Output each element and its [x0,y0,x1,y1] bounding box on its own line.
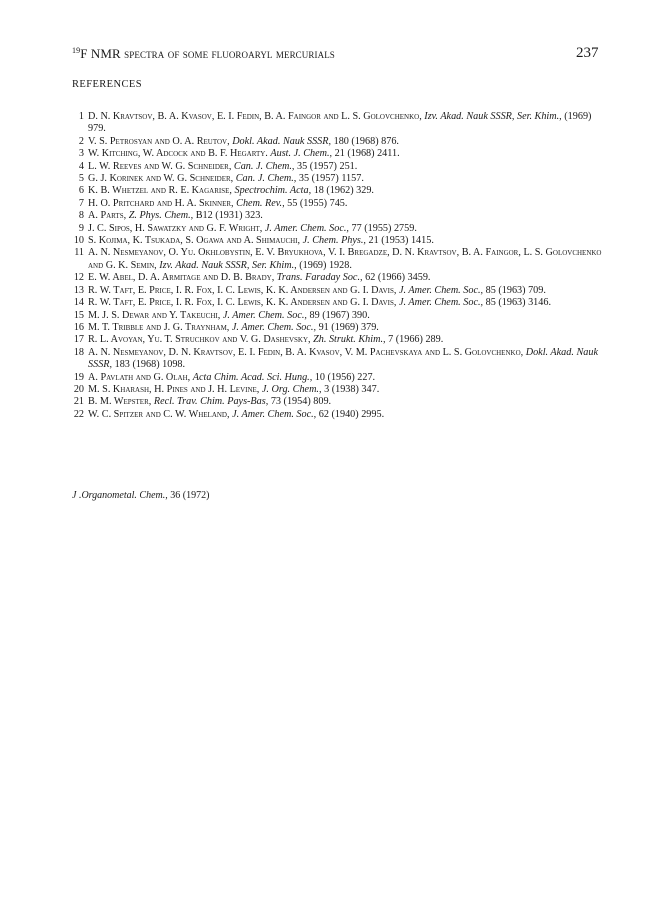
footer-volume: 36 (1972) [170,490,210,501]
reference-details: B12 (1931) 323. [195,210,263,222]
reference-item [72,334,602,346]
reference-journal: Dokl. Akad. Nauk SSSR, [88,346,598,371]
reference-journal: Dokl. Akad. Nauk SSSR, [232,135,332,147]
reference-authors: B. M. Wepster, [88,396,152,408]
reference-authors: G. J. Korinek and W. G. Schneider, [88,173,234,185]
reference-details: 10 (1956) 227. [314,371,376,383]
reference-details: 77 (1955) 2759. [351,222,417,234]
reference-authors: A. N. Nesmeyanov, O. Yu. Okhlobystin, E. V. Bryukhova, V. I. Bregadze, D. N. Kravtsov, B. A. Faingor, L. S. Golovchenko and G. K. Semin, [88,247,602,271]
reference-journal: J. Chem. Phys., [302,235,366,247]
reference-journal: J. Amer. Chem. Soc., [231,321,317,333]
page-number: 237 [576,45,599,61]
reference-number: 6 [78,185,84,197]
footer-journal: J .Organometal. Chem., [72,490,168,501]
reference-details: (1969) 1928. [299,259,352,271]
reference-journal: J. Org. Chem., [261,383,322,395]
reference-item [72,297,602,309]
reference-journal: J. Amer. Chem. Soc., [232,408,317,420]
isotope-superscript: 19 [72,46,81,55]
reference-number: 17 [73,334,84,346]
journal-footer [72,490,209,501]
reference-authors: A. Pavlath and G. Olah, [88,371,191,383]
reference-authors: M. T. Tribble and J. G. Traynham, [88,321,230,333]
reference-details: 91 (1969) 379. [318,321,379,333]
reference-authors: A. Parts, [88,210,127,222]
reference-journal: Z. Phys. Chem., [128,210,194,222]
reference-number: 1 [78,111,84,122]
reference-authors: E. W. Abel, D. A. Armitage and D. B. Brady, [88,272,275,284]
reference-item [72,173,602,185]
reference-item [72,310,602,322]
reference-details: 89 (1967) 390. [309,309,370,321]
reference-journal: Spectrochim. Acta, [234,185,312,197]
reference-number: 4 [78,160,84,172]
reference-item [72,235,602,247]
running-header-lead: F NMR [80,46,125,61]
reference-details: 21 (1953) 1415. [368,235,434,247]
reference-details: 18 (1962) 329. [313,185,374,197]
reference-journal: Izv. Akad. Nauk SSSR, Ser. Khim., [424,111,562,122]
reference-authors: R. W. Taft, E. Price, I. R. Fox, I. C. Lewis, K. K. Andersen and G. I. Davis, [88,297,397,309]
reference-authors: W. C. Spitzer and C. W. Wheland, [88,408,230,420]
reference-number: 5 [78,173,84,185]
reference-number: 2 [78,135,84,147]
reference-authors: V. S. Petrosyan and O. A. Reutov, [88,135,230,147]
reference-details: (1969) 979. [88,111,592,135]
reference-item [72,396,602,408]
reference-number: 12 [73,272,84,284]
reference-item [72,285,602,297]
reference-authors: K. B. Whetzel and R. E. Kagarise, [88,185,232,197]
reference-item [72,136,602,148]
reference-number: 8 [78,210,84,222]
reference-details: 85 (1963) 3146. [485,297,551,309]
reference-journal: Can. J. Chem., [233,160,295,172]
reference-number: 19 [73,371,84,383]
reference-number: 10 [73,235,84,247]
reference-number: 22 [73,408,84,420]
reference-item [72,185,602,197]
reference-item [72,210,602,222]
reference-journal: Recl. Trav. Chim. Pays-Bas, [153,396,269,408]
reference-number: 14 [73,297,84,309]
reference-number: 18 [73,346,84,358]
reference-journal: J. Amer. Chem. Soc., [222,309,307,321]
reference-authors: W. Kitching, W. Adcock and B. F. Hegarty. [88,148,268,160]
reference-list [72,111,602,421]
reference-item [72,161,602,173]
reference-journal: Aust. J. Chem., [270,148,333,160]
reference-authors: A. N. Nesmeyanov, D. N. Kravtsov, E. I. Fedin, B. A. Kvasov, V. M. Pachevskaya and L. S. Golovchenko, [88,346,524,358]
reference-journal: J. Amer. Chem. Soc., [398,297,484,309]
reference-item [72,111,602,136]
reference-journal: Chem. Rev., [236,197,285,209]
reference-item [72,347,602,372]
reference-details: 35 (1957) 251. [297,160,358,172]
reference-item [72,247,602,272]
reference-item [72,322,602,334]
reference-item [72,272,602,284]
reference-journal: J. Amer. Chem. Soc., [398,284,484,296]
references-heading: REFERENCES [72,79,142,90]
running-header-rest: spectra of some fluoroaryl mercurials [124,46,335,61]
reference-item [72,148,602,160]
reference-item [72,223,602,235]
reference-details: 21 (1968) 2411. [334,148,400,160]
reference-authors: J. C. Sipos, H. Sawatzky and G. F. Wright, [88,222,263,234]
reference-authors: M. J. S. Dewar and Y. Takeuchi, [88,309,221,321]
reference-item [72,198,602,210]
reference-authors: R. W. Taft, E. Price, I. R. Fox, I. C. Lewis, K. K. Andersen and G. I. Davis, [88,284,397,296]
reference-number: 11 [74,247,84,259]
reference-authors: M. S. Kharash, H. Pines and J. H. Levine, [88,383,260,395]
reference-journal: Izv. Akad. Nauk SSSR, Ser. Khim., [159,259,297,271]
reference-number: 7 [78,197,84,209]
reference-authors: H. O. Pritchard and H. A. Skinner, [88,197,234,209]
reference-journal: Zh. Strukt. Khim., [313,334,386,346]
reference-journal: J. Amer. Chem. Soc., [264,222,349,234]
reference-details: 62 (1940) 2995. [318,408,385,420]
reference-item [72,409,602,421]
reference-details: 3 (1938) 347. [324,383,380,395]
reference-details: 35 (1957) 1157. [298,173,364,185]
reference-item [72,372,602,384]
reference-details: 55 (1955) 745. [287,197,348,209]
reference-number: 9 [78,222,84,234]
reference-number: 21 [73,396,84,408]
reference-number: 13 [73,284,84,296]
reference-details: 85 (1963) 709. [485,284,546,296]
reference-authors: S. Kojima, K. Tsukada, S. Ogawa and A. Shimauchi, [88,235,301,247]
reference-details: 73 (1954) 809. [270,396,332,408]
reference-authors: R. L. Avoyan, Yu. T. Struchkov and V. G. Dashevsky, [88,334,311,346]
reference-details: 180 (1968) 876. [333,135,399,147]
reference-journal: Acta Chim. Acad. Sci. Hung., [192,371,313,383]
reference-number: 15 [73,309,84,321]
reference-journal: Can. J. Chem., [235,173,297,185]
reference-number: 20 [73,383,84,395]
reference-details: 7 (1966) 289. [388,334,444,346]
reference-details: 62 (1966) 3459. [365,272,431,284]
reference-number: 16 [73,321,84,333]
reference-details: 183 (1968) 1098. [114,359,186,371]
reference-number: 3 [78,148,84,160]
reference-authors: D. N. Kravtsov, B. A. Kvasov, E. I. Fedin, B. A. Faingor and L. S. Golovchenko, [88,111,422,122]
reference-journal: Trans. Faraday Soc., [276,272,363,284]
reference-authors: L. W. Reeves and W. G. Schneider, [88,160,232,172]
reference-item [72,384,602,396]
running-header-title [72,46,335,62]
